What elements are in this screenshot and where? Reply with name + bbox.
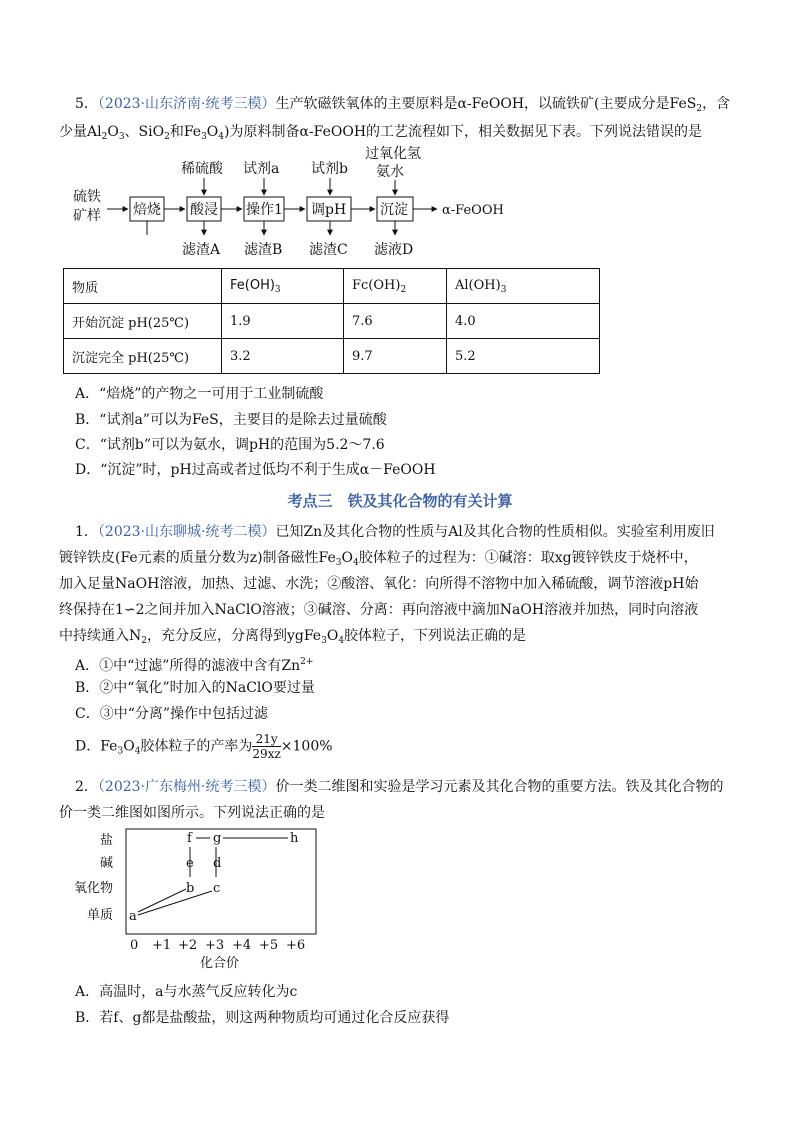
q1-option-b: B．②中“氧化”时加入的NaClO要过量: [75, 680, 315, 696]
section-title: 考点三 铁及其化合物的有关计算: [287, 492, 513, 510]
q1-line-1: 1．（2023·山东聊城·统考二模）已知Zn及其化合物的性质与Al及其化合物的性质相似。实验室利用废旧: [75, 524, 715, 540]
q1-number: 1．: [75, 524, 98, 540]
table-row: 开始沉淀 pH(25℃) 1.9 7.6 4.0: [64, 304, 600, 339]
x-tick: +5: [259, 938, 279, 953]
x-tick: 0: [130, 938, 139, 953]
input-reagent-a: 试剂a: [243, 161, 280, 177]
point-g: g: [213, 831, 222, 846]
ph-data-table: [63, 268, 600, 374]
step-acid-leach: 酸浸: [190, 202, 218, 218]
q5-source: （2023·山东济南·统考三模）: [97, 96, 276, 112]
table-header-cell: $Fe(OH)_3$: [222, 269, 344, 304]
y-label-element: 单质: [87, 908, 114, 923]
q2-option-a: A．高温时，a与水蒸气反应转化为c: [75, 984, 298, 1000]
input-reagent-b: 试剂b: [311, 161, 348, 177]
point-e: e: [186, 856, 194, 871]
q1-option-d: D．$Fe_3O_4$胶体粒子的产率为 $\frac{21y}{29xz}\times 100\%$: [75, 732, 333, 761]
q2-number: 2．: [75, 779, 98, 795]
q5-option-d: D．“沉淀”时，pH过高或者过低均不利于生成α－FeOOH: [75, 462, 436, 478]
output-residue-b: 滤渣B: [244, 242, 283, 258]
q5-option-a: A．“焙烧”的产物之一可用于工业制硫酸: [75, 386, 324, 402]
q5-text: 生产软磁铁氧体的主要原料是α-FeOOH，以硫铁矿(主要成分是FeS: [275, 96, 697, 112]
table-header-row: [64, 269, 600, 304]
point-f: f: [187, 831, 192, 846]
y-label-oxide: 氧化物: [74, 881, 114, 896]
q1-line-5: 中持续通入$N_2$，充分反应，分离得到$ygFe_3O_4$胶体粒子，下列说法正确的是: [59, 628, 527, 646]
q5-option-b: B．“试剂a”可以为FeS，主要目的是除去过量硫酸: [75, 412, 387, 428]
q2-source: （2023·广东梅州·统考三模）: [97, 779, 276, 795]
step-precipitate: 沉淀: [380, 202, 408, 218]
point-h: h: [290, 831, 299, 846]
process-flow-diagram: [60, 140, 560, 265]
q5-line-2: 少量$Al_2O_3$、SiO$_2$和$Fe_3O_4$)为原料制备α-FeOOH的工艺流程如下，相关数据见下表。下列说法错误的是: [59, 124, 703, 142]
raw-material-label: 硫铁: [73, 189, 101, 205]
y-label-salt: 盐: [100, 833, 114, 848]
q5-number: 5．: [75, 96, 98, 112]
table-header-cell: 物质: [64, 269, 222, 304]
output-residue-c: 滤渣C: [309, 242, 348, 258]
svg-text:矿样: 矿样: [73, 208, 101, 224]
input-dilute-sulfuric-acid: 稀硫酸: [181, 161, 223, 177]
table-row: 沉淀完全 pH(25℃) 3.2 9.7 5.2: [64, 339, 600, 374]
q2-option-b: B．若f、g都是盐酸盐，则这两种物质均可通过化合反应获得: [75, 1010, 450, 1026]
q1-line-4: 终保持在1∽2之间并加入NaClO溶液；③碱溶、分离：再向溶液中滴加NaOH溶液并加热，同时向溶液: [59, 602, 699, 618]
table-header-cell: $Fc(OH)_2$: [344, 269, 447, 304]
x-tick: +3: [205, 938, 225, 953]
q1-option-a: A．①中“过滤”所得的滤液中含有$Zn^{2+}$: [75, 657, 314, 674]
x-tick: +6: [286, 938, 306, 953]
input-hydrogen-peroxide: 过氧化氢: [365, 146, 421, 162]
q5-option-c: C．“试剂b”可以为氨水，调pH的范围为5.2～7.6: [75, 437, 385, 453]
valence-class-diagram: [60, 825, 330, 975]
point-c: c: [213, 881, 221, 896]
point-b: b: [186, 881, 195, 896]
point-d: d: [213, 856, 222, 871]
output-residue-a: 滤渣A: [182, 242, 221, 258]
q1-line-3: 加入足量NaOH溶液，加热、过滤、水洗；②酸溶、氧化：向所得不溶物中加入稀硫酸，调节溶液pH始: [59, 576, 699, 592]
table-header-cell: $Al(OH)_3$: [447, 269, 600, 304]
step-operation-1: 操作1: [246, 202, 283, 218]
x-tick: +1: [152, 938, 172, 953]
q1-line-2: 镀锌铁皮(Fe元素的质量分数为z)制备磁性$Fe_3O_4$胶体粒子的过程为：①碱溶：取xg镀锌铁皮于烧杯中，: [59, 550, 698, 568]
step-adjust-ph: 调pH: [311, 202, 347, 218]
x-tick: +2: [178, 938, 198, 953]
output-filtrate-d: 滤液D: [374, 242, 414, 258]
x-axis-title: 化合价: [200, 956, 240, 971]
point-a: a: [129, 909, 137, 924]
y-label-base: 碱: [100, 856, 114, 871]
q1-option-c: C．③中“分离”操作中包括过滤: [75, 706, 269, 722]
step-roast: 焙烧: [133, 202, 161, 218]
q2-line-1: 2．（2023·广东梅州·统考三模）价一类二维图和实验是学习元素及其化合物的重要方法。铁及其化合物的: [75, 779, 724, 795]
q5-line-1: 5．（2023·山东济南·统考三模）生产软磁铁氧体的主要原料是α-FeOOH，以硫铁矿(主要成分是FeS$_2$，含: [75, 96, 731, 114]
q2-line-2: 价一类二维图如图所示。下列说法正确的是: [59, 805, 325, 821]
x-tick: +4: [232, 938, 252, 953]
yield-fraction: $\frac{21y}{29xz}$: [252, 732, 281, 761]
q1-source: （2023·山东聊城·统考二模）: [97, 524, 276, 540]
input-ammonia: 氨水: [376, 164, 404, 180]
product-label: α-FeOOH: [442, 203, 504, 218]
